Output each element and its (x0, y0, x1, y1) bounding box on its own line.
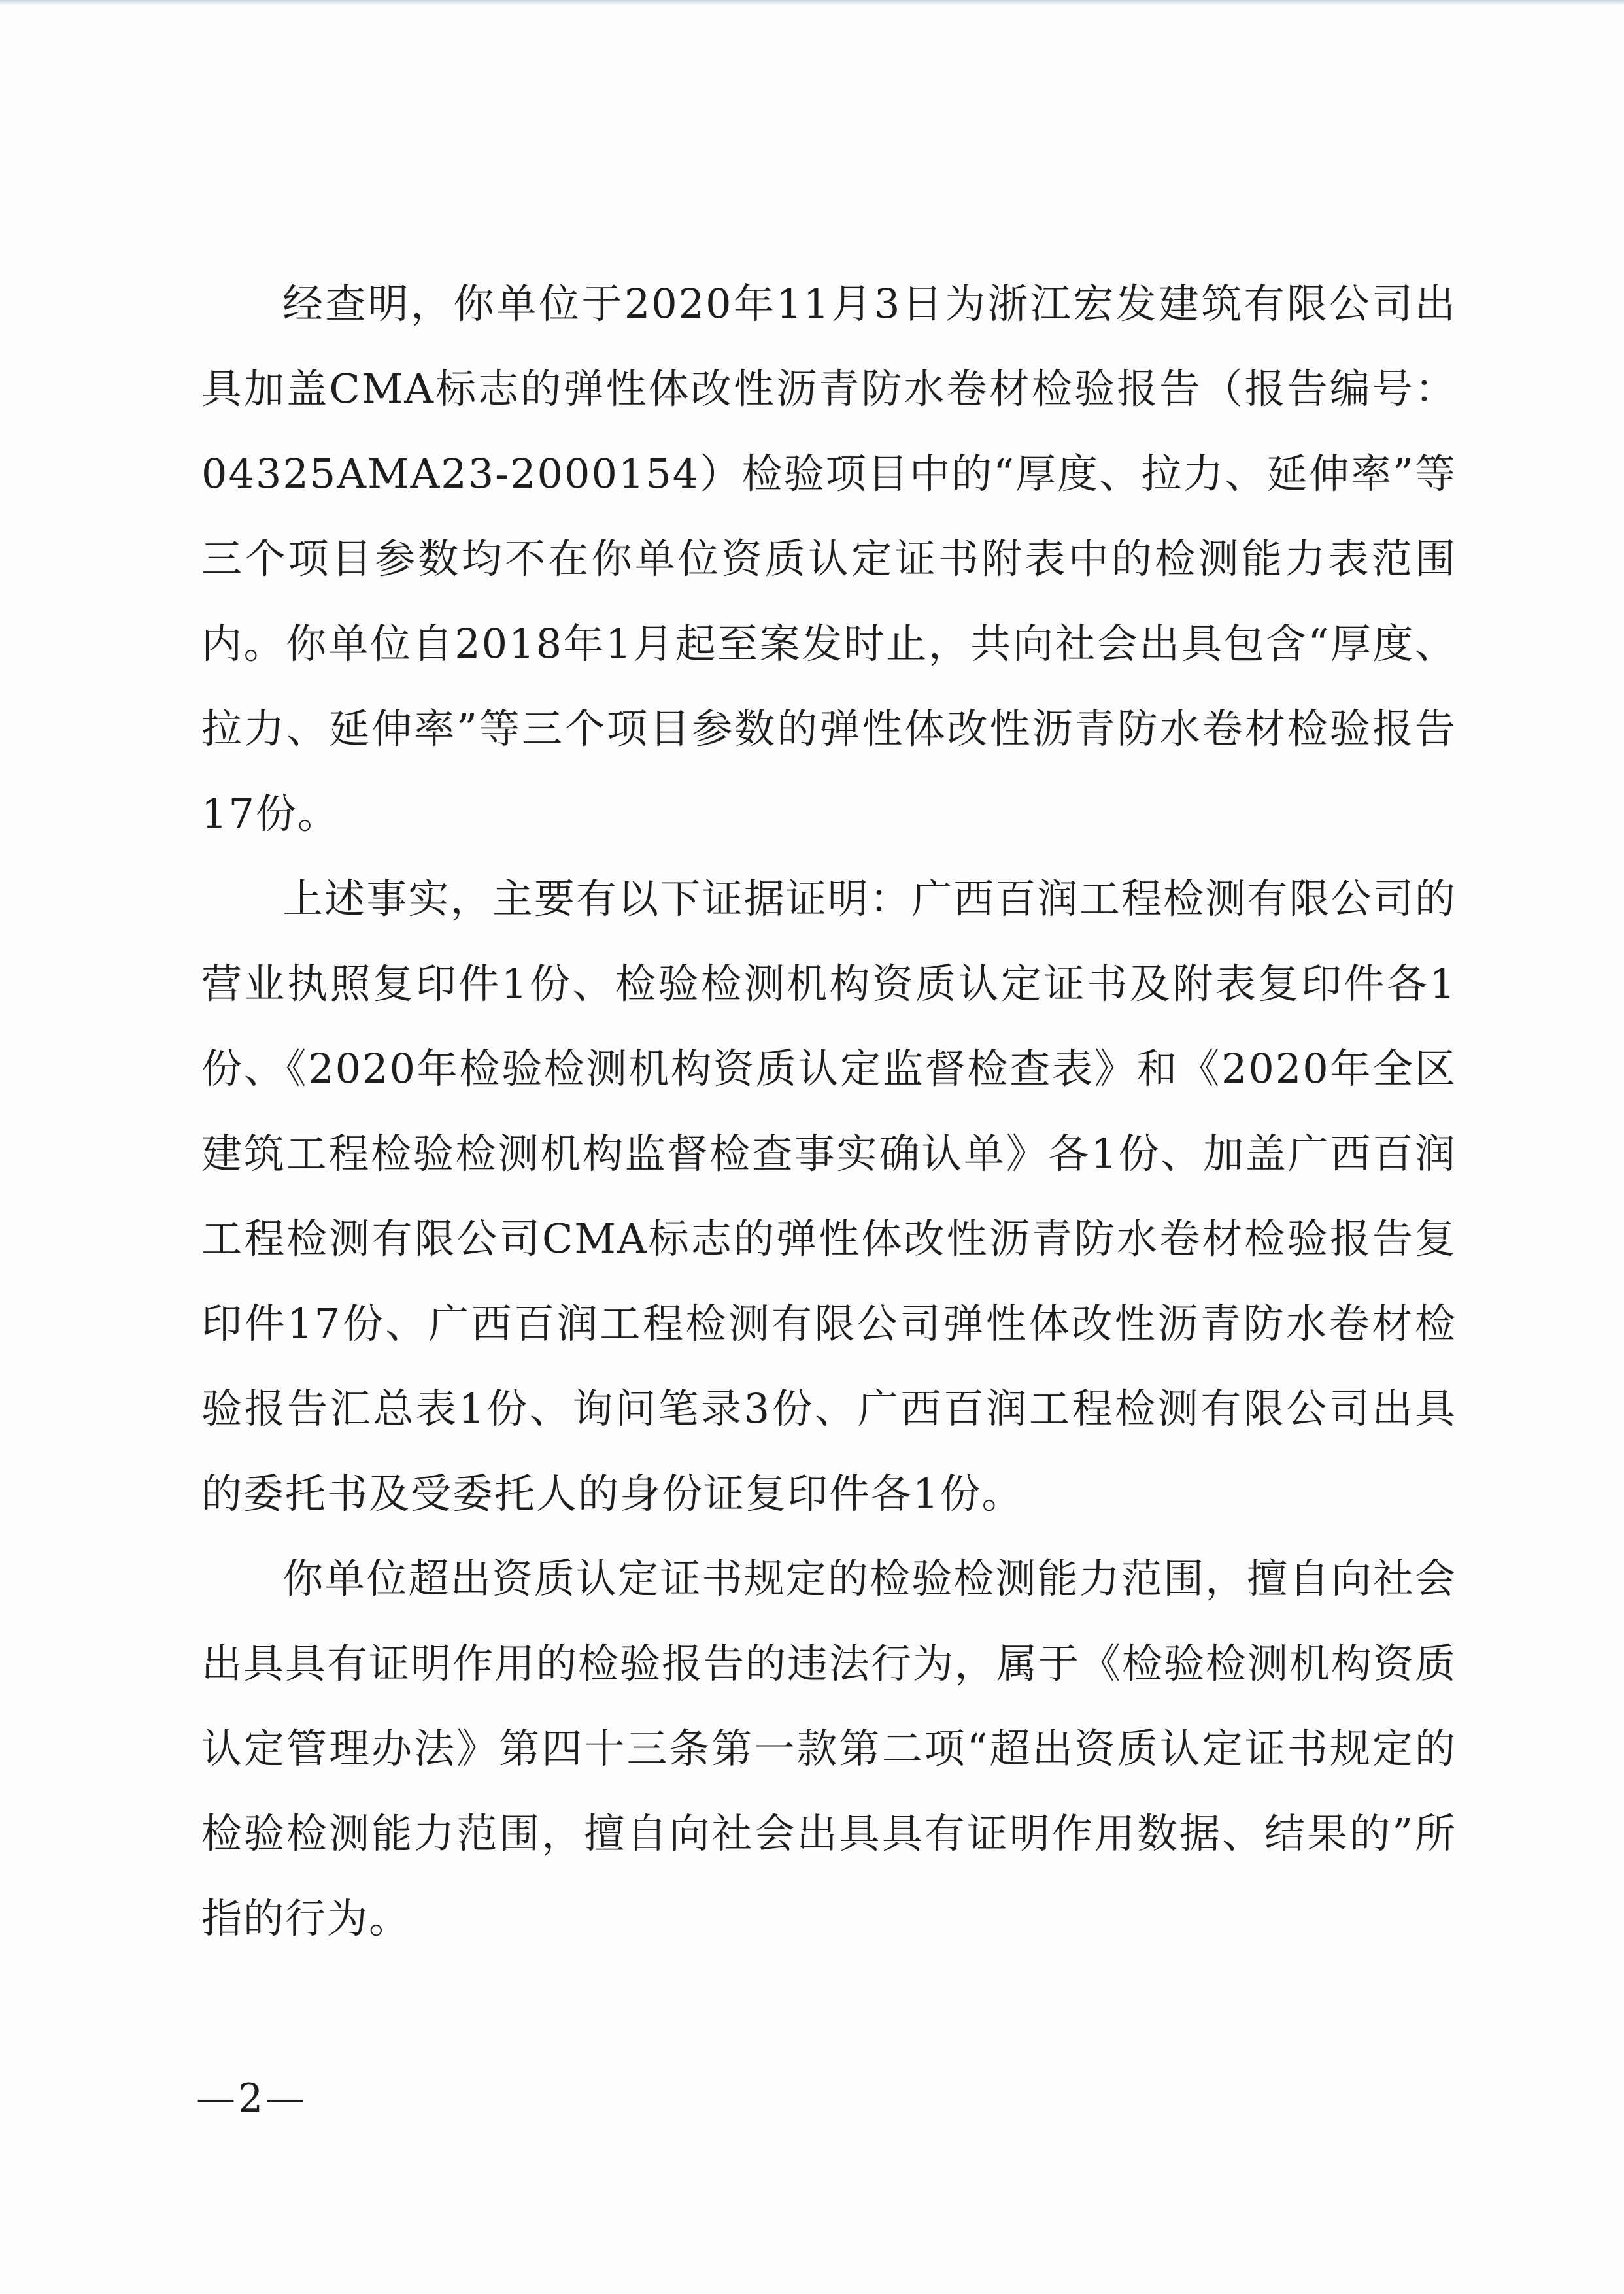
document-body (201, 261, 1457, 1961)
paragraph-findings: 经查明，你单位于2020年11月3日为浙江宏发建筑有限公司出具加盖CMA标志的弹性体改性沥青防水卷材检验报告（报告编号：04325AMA23-2000154）检验项目中的“厚度、拉力、延伸率”等三个项目参数均不在你单位资质认定证书附表中的检测能力表范围内。你单位自2018年1月起至案发时止，共向社会出具包含“厚度、拉力、延伸率”等三个项目参数的弹性体改性沥青防水卷材检验报告17份。 (201, 280, 1457, 837)
paragraph-violation: 你单位超出资质认定证书规定的检验检测能力范围，擅自向社会出具具有证明作用的检验报告的违法行为，属于《检验检测机构资质认定管理办法》第四十三条第一款第二项“超出资质认定证书规定的检验检测能力范围，擅自向社会出具具有证明作用数据、结果的”所指的行为。 (201, 1555, 1457, 1942)
scan-top-edge (0, 0, 1624, 5)
page-number: —2— (196, 2076, 308, 2121)
paragraph-evidence: 上述事实，主要有以下证据证明：广西百润工程检测有限公司的营业执照复印件1份、检验检测机构资质认定证书及附表复印件各1份、《2020年检验检测机构资质认定监督检查表》和《2020年全区建筑工程检验检测机构监督检查事实确认单》各1份、加盖广西百润工程检测有限公司CMA标志的弹性体改性沥青防水卷材检验报告复印件17份、广西百润工程检测有限公司弹性体改性沥青防水卷材检验报告汇总表1份、询问笔录3份、广西百润工程检测有限公司出具的委托书及受委托人的身份证复印件各1份。 (201, 875, 1457, 1517)
